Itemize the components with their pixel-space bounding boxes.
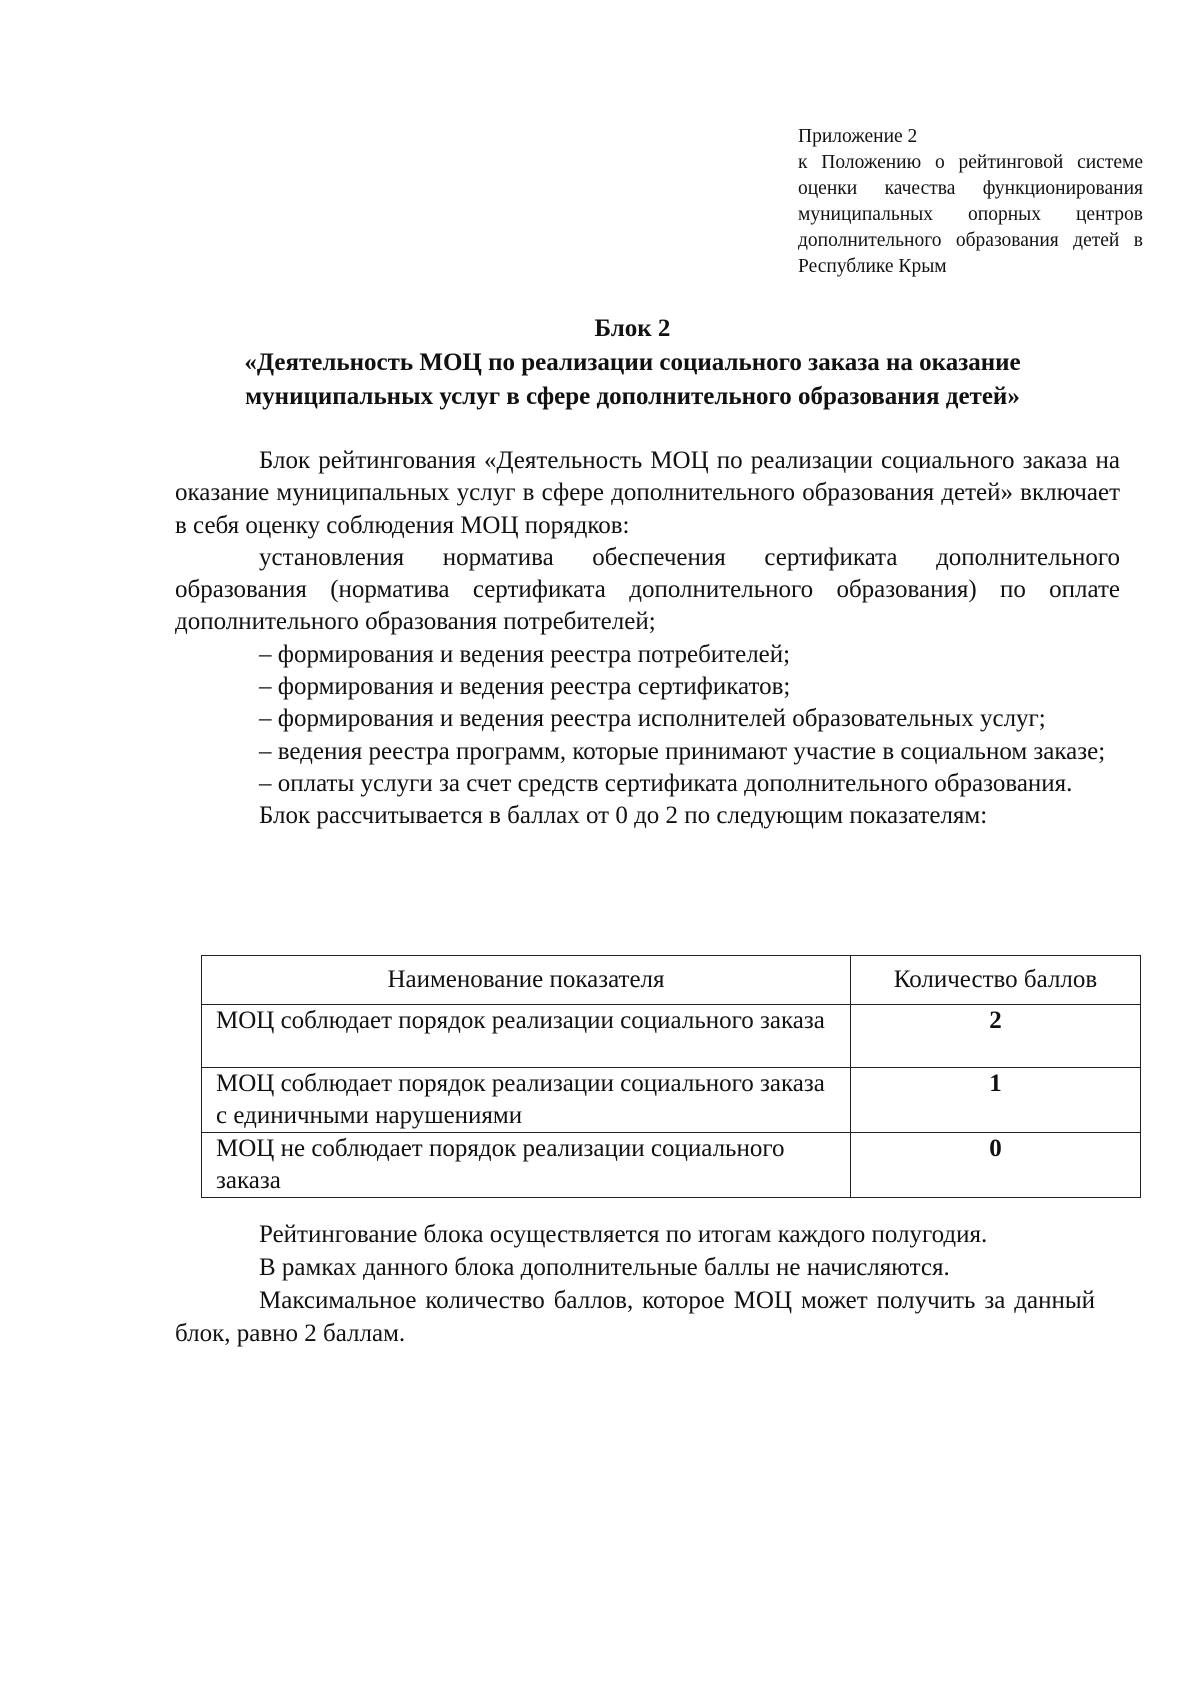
column-header-name: Наименование показателя <box>202 956 851 1005</box>
score-intro: Блок рассчитывается в баллах от 0 до 2 по следующим показателям: <box>259 802 988 830</box>
indicator-name: МОЦ соблюдает порядок реализации социального заказа с единичными нарушениями <box>202 1068 851 1133</box>
indicator-name: МОЦ не соблюдает порядок реализации социального заказа <box>202 1133 851 1198</box>
table-row <box>202 1133 1141 1198</box>
appendix-note <box>798 124 1143 280</box>
block-heading <box>180 312 1085 414</box>
closing-paragraph: Рейтингование блока осуществляется по итогам каждого полугодия. <box>259 1221 988 1248</box>
closing-notes <box>175 1218 1095 1350</box>
document-body <box>175 445 1143 833</box>
block-title-line: «Деятельность МОЦ по реализации социального заказа на оказание <box>244 349 1021 376</box>
table-header-row <box>202 956 1141 1005</box>
column-header-points: Количество баллов <box>851 956 1141 1005</box>
appendix-line: оценки качества функционирования <box>798 178 1143 199</box>
table-row <box>202 1005 1141 1068</box>
block-number: Блок 2 <box>594 315 671 342</box>
list-item: – ведения реестра программ, которые принимают участие в социальном заказе; <box>259 737 1106 765</box>
intro-paragraph: Блок рейтингования «Деятельность МОЦ по реализации социального заказа на оказание муниципальных услуг в сфере дополнительного образования детей» включает в себя оценку соблюдения МОЦ порядков: <box>175 447 1120 539</box>
indicator-points: 1 <box>851 1068 1141 1133</box>
list-item: установления норматива обеспечения сертификата дополнительного образования (норматива сертификата дополнительного образования) по оплате дополнительного образования потребителей; <box>175 543 1120 636</box>
list-item: – формирования и ведения реестра потребителей; <box>259 640 791 668</box>
list-item: – формирования и ведения реестра сертификатов; <box>259 673 791 701</box>
indicator-points: 0 <box>851 1133 1141 1198</box>
closing-paragraph: Максимальное количество баллов, которое МОЦ может получить за данный блок, равно 2 баллам. <box>175 1287 1095 1347</box>
appendix-line: Республике Крым <box>798 256 947 277</box>
appendix-line: муниципальных опорных центров <box>798 204 1143 225</box>
list-item: – формирования и ведения реестра исполнителей образовательных услуг; <box>259 705 1046 733</box>
indicator-name: МОЦ соблюдает порядок реализации социального заказа <box>202 1005 851 1068</box>
appendix-line: дополнительного образования детей в <box>798 230 1143 251</box>
table-row <box>202 1068 1141 1133</box>
scores-table <box>201 955 1141 1198</box>
appendix-line: к Положению о рейтинговой системе <box>798 152 1143 173</box>
block-title-line: муниципальных услуг в сфере дополнительного образования детей» <box>245 383 1020 410</box>
list-item: – оплаты услуги за счет средств сертификата дополнительного образования. <box>259 769 1073 797</box>
closing-paragraph: В рамках данного блока дополнительные баллы не начисляются. <box>259 1254 950 1281</box>
appendix-line: Приложение 2 <box>798 126 918 147</box>
indicator-points: 2 <box>851 1005 1141 1068</box>
